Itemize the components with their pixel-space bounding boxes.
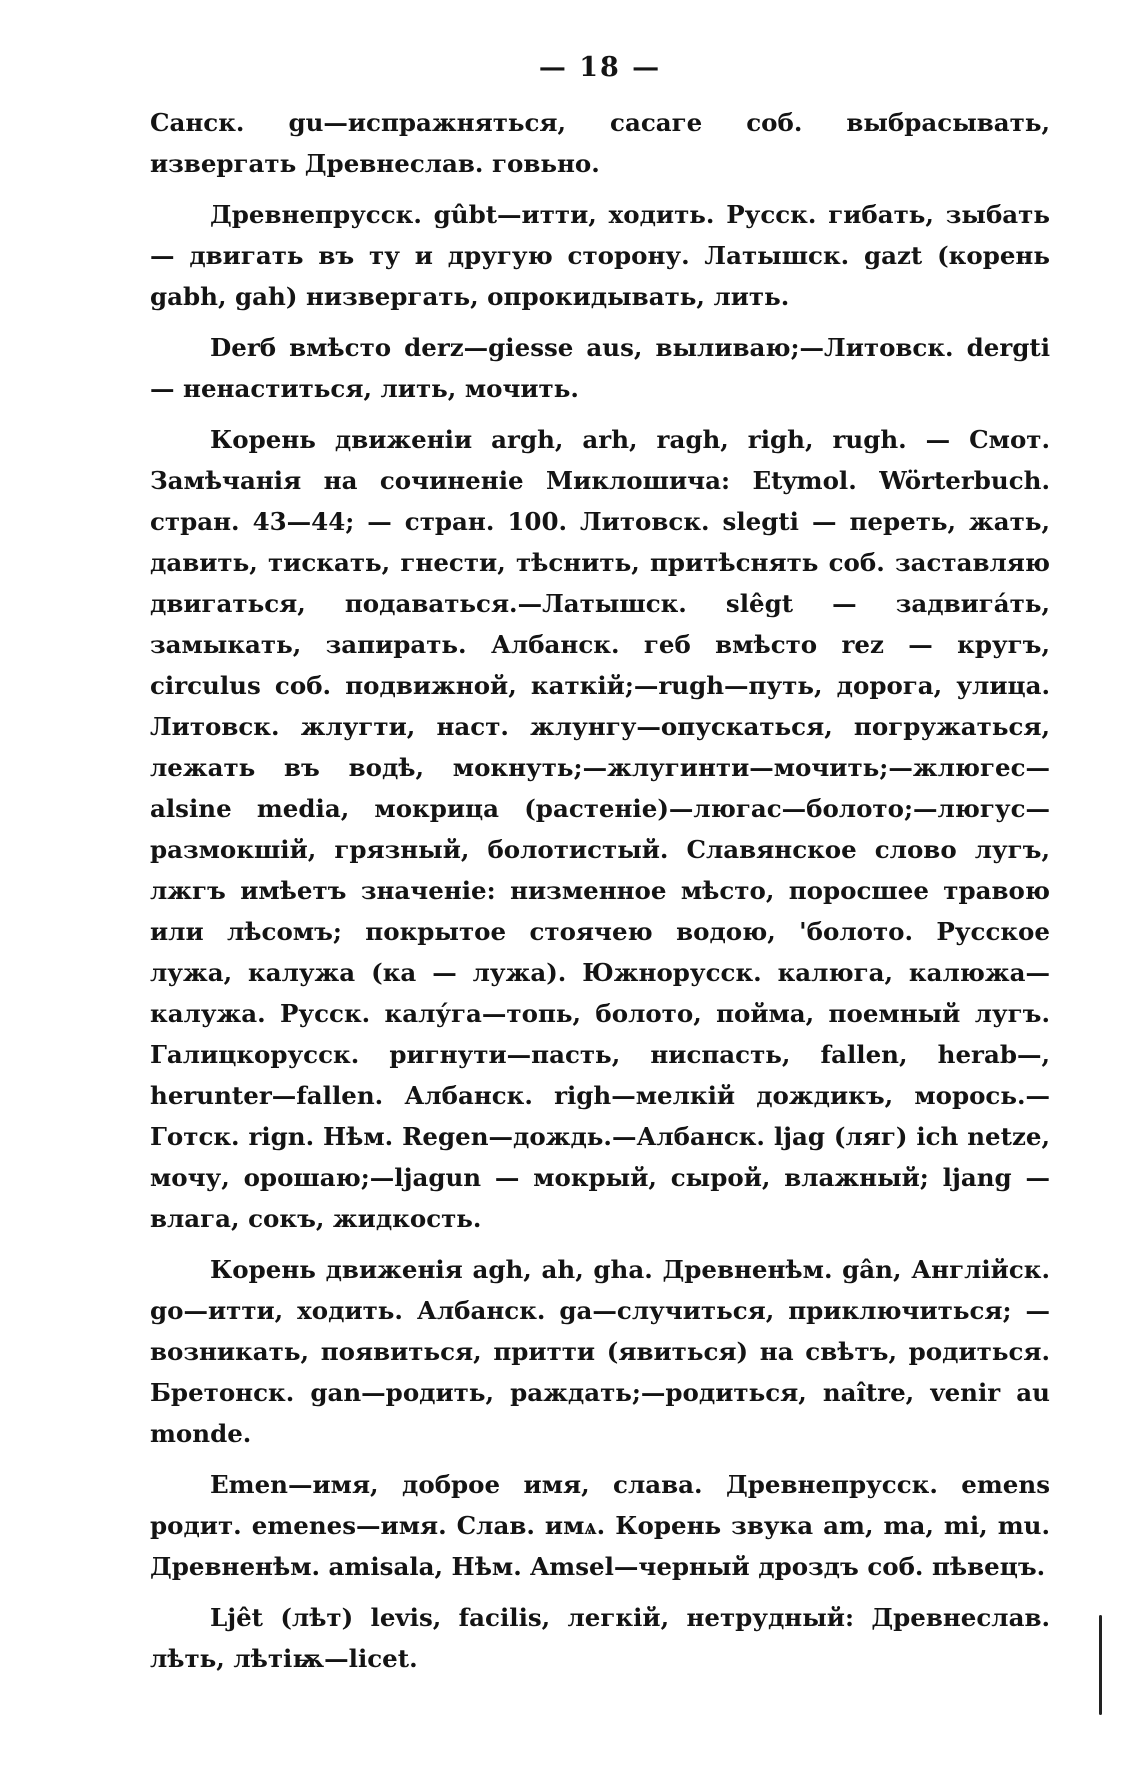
- paragraph: Derб вмѣсто derz—giesse aus, выливаю;—Литовск. dergti— ненаститься, лить, мочить.: [150, 333, 1050, 403]
- page: [150, 48, 1050, 1689]
- paragraph: Emen—имя, доброе имя, слава. Древнепрусск. emens родит. emenes—имя. Слав. имѧ. Корень звука am, ma, mi, mu. Древненѣм. amisala, Нѣм. Amsel—черный дроздъ соб. пѣвецъ.: [150, 1470, 1050, 1581]
- paragraph: Санск. gu—испражняться, сасаге соб. выбрасывать, извергать Древнеслав. говьно.: [150, 108, 1050, 178]
- paragraph: Корень движенія agh, ah, gha. Древненѣм. gân, Англійск. go—итти, ходить. Албанск. ga—случиться, приключиться; — возникать, появиться, притти (явиться) на свѣтъ, родиться. Бретонск. gan—родить, раждать;—родиться, naître, venir au monde.: [150, 1255, 1050, 1448]
- paragraph: Ljêt (лѣт) levis, facilis, легкій, нетрудный: Древнеслав. лѣть, лѣтіѭ—licet.: [150, 1603, 1050, 1673]
- margin-mark: [1099, 1615, 1102, 1715]
- paragraph: Древнепрусск. gûbt—итти, ходить. Русск. гибать, зыбать— двигать въ ту и другую сторону. Латышск. gazt (корень gabh, gah) низвергать, опрокидывать, лить.: [150, 200, 1050, 311]
- page-number: — 18 —: [538, 52, 662, 83]
- paragraph: Корень движеніи argh, arh, ragh, righ, rugh. — Смот. Замѣчанія на сочиненіе Миклошича: Etymol. Wörterbuch. стран. 43—44; — стран. 100. Литовск. slegti — переть, жать, давить, тискать, гнести, тѣснить, притѣснять соб. заставляю двигаться, подаваться.—Латышск. slêgt — задвига́ть, замыкать, запирать. Албанск. гeб вмѣсто rez — кругъ, circulus соб. подвижной, каткій;—rugh—путь, дорога, улица. Литовск. жлугти, наст. жлунгу—опускаться, погружаться, лежать въ водѣ, мокнуть;—жлугинти—мочить;—жлюгес—alsine media, мокрица (растеніе)—люгас—болото;—люгус—размокшій, грязный, болотистый. Славянское слово лугъ, лжгъ имѣетъ значеніе: низменное мѣсто, поросшее травою или лѣсомъ; покрытое стоячею водою, 'болото. Русское лужа, калужа (ка — лужа). Южнорусск. калюга, калюжа—калужа. Русск. калу́га—топь, болото, пойма, поемный лугъ. Галицкорусск. ригнути—пасть, ниспасть, fallen, herab—, herunter—fallen. Албанск. righ—мелкій дождикъ, морось.—Готск. rign. Нѣм. Regen—дождь.—Албанск. ljag (ляг) ich netze, мочу, орошаю;—ljagun — мокрый, сырой, влажный; ljang — влага, сокъ, жидкость.: [150, 425, 1050, 1233]
